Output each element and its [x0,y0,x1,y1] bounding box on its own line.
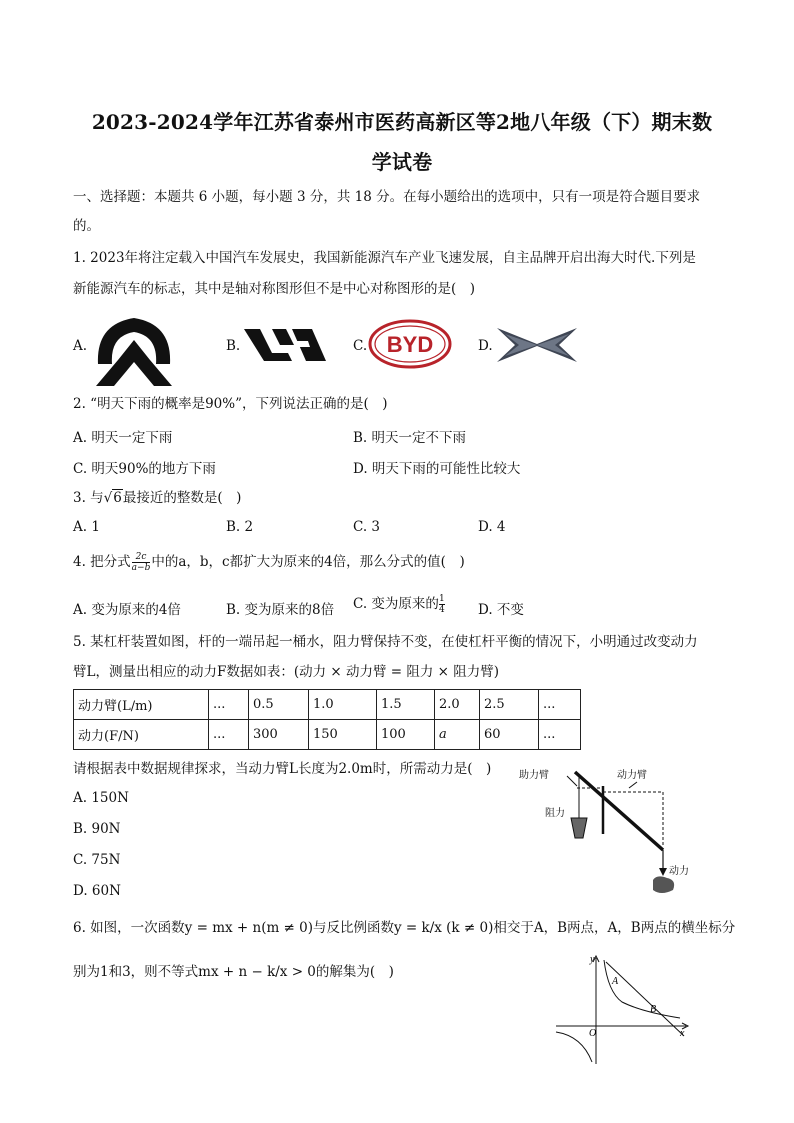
q1-option-d-label: D. [478,338,493,354]
axis-y-label: y [590,954,595,965]
q1-stem: 1. 2023年将注定载入中国汽车发展史，我国新能源汽车产业飞速发展，自主品牌开启出海大时代.下列是 [73,250,696,266]
table-cell: ... [209,690,249,720]
q4-stem-post: 中的a，b，c都扩大为原来的4倍，那么分式的值( ) [151,554,465,570]
q3-option-d: D. 4 [478,519,506,535]
q1-option-b-label: B. [226,338,241,354]
table-cell: 2.5 [480,690,539,720]
label-resistance: 阻力 [545,808,565,819]
q3-option-a: A. 1 [73,519,100,535]
table-cell: 动力臂(L/m) [74,690,209,720]
q5-data-table [73,689,581,750]
logo-a-icon [92,310,176,394]
page-title: 2023-2024学年江苏省泰州市医药高新区等2地八年级（下）期末数 [91,110,713,134]
q4-option-c-num: 1 [438,594,445,604]
label-arm-left: 助力臂 [519,770,549,781]
q4-fraction [132,552,151,573]
q4-option-c [353,592,445,615]
table-cell: 1.0 [309,690,377,720]
q5-option-a: A. 150N [73,790,129,806]
q4-fraction-den: a−b [131,563,151,573]
q2-option-b: B. 明天一定不下雨 [353,430,467,446]
point-a-label: A [612,976,619,987]
q6-stem-continued: 别为1和3，则不等式mx + n − k/x > 0的解集为( ) [73,964,394,980]
axis-x-label: x [680,1028,685,1039]
q4-stem [73,552,465,573]
label-force: 动力 [669,866,689,877]
q3-radicand: 6 [113,490,122,506]
sqrt-icon: √ [103,490,113,506]
q6-stem: 6. 如图，一次函数y = mx + n(m ≠ 0)与反比例函数y = k/x (k ≠ 0)相交于A，B两点，A，B两点的横坐标分 [73,920,736,936]
lever-diagram [505,762,715,906]
table-cell: 2.0 [435,690,480,720]
table-cell: 100 [377,720,435,750]
logo-c-text: BYD [386,332,434,357]
q2-stem: 2. “明天下雨的概率是90%”，下列说法正确的是( ) [73,396,388,412]
logo-b-icon [242,325,328,369]
table-cell: 300 [249,720,309,750]
q3-option-b: B. 2 [226,519,254,535]
table-cell: ... [539,690,581,720]
q1-stem-continued: 新能源汽车的标志，其中是轴对称图形但不是中心对称图形的是( ) [73,281,476,297]
q2-option-c: C. 明天90%的地方下雨 [73,461,216,477]
q5-option-b: B. 90N [73,821,121,837]
q5-question: 请根据表中数据规律探求，当动力臂L长度为2.0m时，所需动力是( ) [73,761,492,777]
q4-option-a: A. 变为原来的4倍 [73,602,181,618]
q4-option-b: B. 变为原来的8倍 [226,602,335,618]
table-cell: 150 [309,720,377,750]
q3-stem [73,488,241,508]
q3-option-c: C. 3 [353,519,381,535]
q3-stem-pre: 3. 与 [73,490,104,506]
q4-stem-pre: 4. 把分式 [73,554,131,570]
section-heading: 一、选择题：本题共 6 小题，每小题 3 分，共 18 分。在每小题给出的选项中，只有一项是符合题目要求 [73,189,701,205]
table-cell: 动力(F/N) [74,720,209,750]
q5-option-c: C. 75N [73,852,121,868]
logo-c-icon [368,319,452,373]
table-cell: ... [209,720,249,750]
q4-option-c-fraction [439,594,445,615]
table-row [74,690,581,720]
q3-stem-post: 最接近的整数是( ) [122,490,242,506]
q4-option-d: D. 不变 [478,602,524,618]
table-cell: 1.5 [377,690,435,720]
q4-fraction-num: 2c [132,552,151,563]
table-cell: 60 [480,720,539,750]
table-cell: a [435,720,480,750]
q1-option-c-label: C. [353,338,368,354]
q5-option-d: D. 60N [73,883,121,899]
table-row [74,720,581,750]
table-cell: ... [539,720,581,750]
origin-label: O [589,1028,597,1039]
logo-d-icon [495,326,579,368]
table-cell: 0.5 [249,690,309,720]
q5-stem-continued: 臂L，测量出相应的动力F数据如表：(动力 × 动力臂 = 阻力 × 阻力臂) [73,664,500,680]
q4-option-c-den: 4 [438,605,445,615]
point-b-label: B [650,1004,657,1015]
q5-stem: 5. 某杠杆装置如图，杆的一端吊起一桶水，阻力臂保持不变，在使杠杆平衡的情况下，小明通过改变动力 [73,634,698,650]
section-heading-continued: 的。 [73,218,100,234]
q2-option-a: A. 明天一定下雨 [73,430,173,446]
q4-option-c-text: C. 变为原来的 [353,596,439,612]
q1-option-a-label: A. [73,338,88,354]
page-title-continued: 学试卷 [371,150,433,174]
q6-graph [552,952,694,1074]
q2-option-d: D. 明天下雨的可能性比较大 [353,461,521,477]
label-arm-right: 动力臂 [617,770,647,781]
